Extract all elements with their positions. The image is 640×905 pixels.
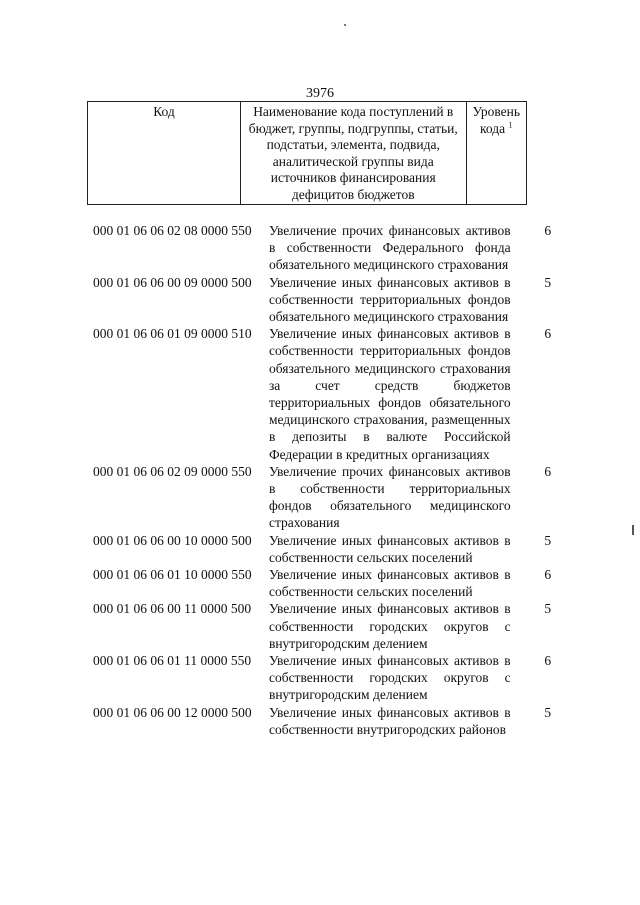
table-header [87,101,527,205]
header-level [466,102,527,205]
row-code: 000 01 06 06 00 11 0000 500 [93,601,252,617]
table-row [93,532,573,566]
table-row [93,222,573,274]
row-name: Увеличение иных финансовых активов в собственности сельских поселений [268,567,511,600]
row-level: 5 [544,704,552,720]
page-number: 3976 [306,86,334,101]
header-level-label: Уровень кода [472,104,521,136]
row-code: 000 01 06 06 01 11 0000 550 [93,653,252,669]
row-code: 000 01 06 06 01 10 0000 550 [93,567,252,583]
row-level: 5 [544,601,552,617]
row-level: 5 [544,274,552,290]
row-name: Увеличение иных финансовых активов в собственности городских округов с внутригородским делением [268,653,511,703]
row-name: Увеличение иных финансовых активов в собственности территориальных фондов обязательного медицинского страхования [268,274,511,325]
header-name: Наименование кода поступлений в бюджет, группы, подгруппы, статьи, подстатьи, элемента, подвида, аналитической группы вида источников финансирования дефицитов бюджетов [241,102,467,205]
row-name: Увеличение иных финансовых активов в собственности территориальных фондов обязательного медицинского страхования за счет средств бюджетов территориальных фондов обязательного медицинского страхования, размещенных в депозиты в валюте Российской Федерации в кредитных организациях [268,326,511,462]
row-level: 5 [544,532,552,548]
table-row [93,274,573,326]
row-level: 6 [544,653,552,669]
row-level: 6 [544,223,552,238]
row-name: Увеличение прочих финансовых активов в собственности Федерального фонда обязательного медицинского страхования [268,223,511,273]
row-name: Увеличение иных финансовых активов в собственности городских округов с внутригородским делением [268,601,511,651]
row-name: Увеличение иных финансовых активов в собственности сельских поселений [268,532,511,565]
row-level: 6 [544,326,552,342]
row-level: 6 [544,567,552,583]
row-code: 000 01 06 06 00 12 0000 500 [93,704,252,720]
table-row [93,463,573,532]
row-name: Увеличение иных финансовых активов в собственности внутригородских районов [268,704,511,737]
table-row [93,566,573,600]
row-code: 000 01 06 06 02 09 0000 550 [93,463,252,479]
table-row [93,704,573,738]
codes-table-body [93,222,573,738]
header-code: Код [88,102,241,205]
row-name: Увеличение прочих финансовых активов в собственности территориальных фондов обязательного медицинского страхования [268,463,511,531]
row-code: 000 01 06 06 01 09 0000 510 [93,326,252,342]
row-code: 000 01 06 06 02 08 0000 550 [93,223,252,238]
row-code: 000 01 06 06 00 09 0000 500 [93,274,252,290]
row-level: 6 [544,463,552,479]
codes-table [93,222,573,738]
scan-artifact [344,24,346,26]
table-row [93,652,573,704]
footnote-marker: 1 [508,120,513,129]
table-row [93,325,573,463]
scan-edge-mark [632,525,634,535]
table-row [93,600,573,652]
row-code: 000 01 06 06 00 10 0000 500 [93,532,252,548]
